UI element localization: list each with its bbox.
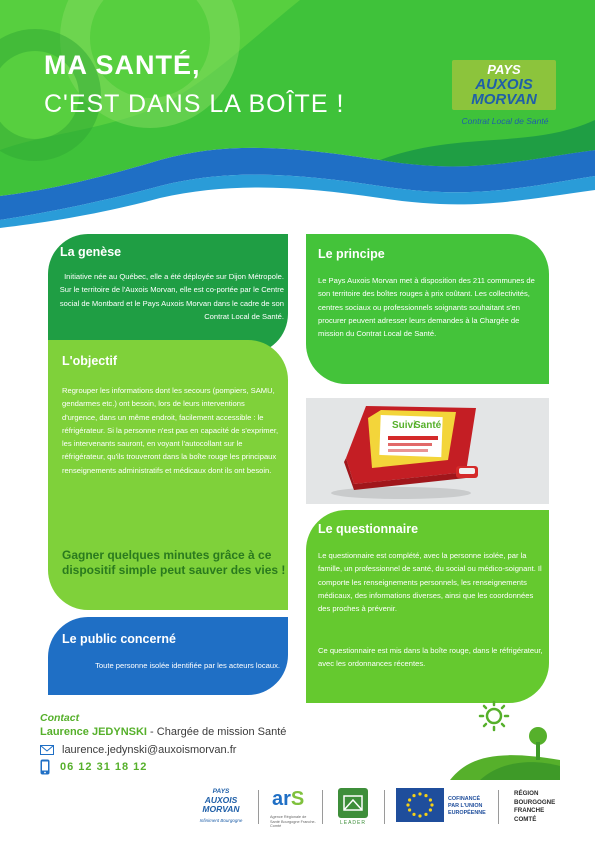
contact-title: Contact bbox=[40, 712, 80, 724]
contact-email-line bbox=[40, 742, 236, 758]
partner-region-line-1: RÉGION bbox=[514, 790, 539, 797]
section-objectif-title: L'objectif bbox=[62, 354, 118, 368]
section-principe-title: Le principe bbox=[318, 247, 385, 261]
partner-ars bbox=[266, 784, 316, 830]
partner-region-line-3: FRANCHE bbox=[514, 807, 545, 814]
contact-name: Laurence JEDYNSKI bbox=[40, 726, 147, 738]
partner-region-line-2: BOURGOGNE bbox=[514, 798, 556, 806]
section-questionnaire-title: Le questionnaire bbox=[318, 522, 419, 536]
pays-auxois-morvan-logo bbox=[452, 60, 556, 110]
page-title-line-2: C'EST DANS LA BOÎTE ! bbox=[44, 90, 345, 118]
section-questionnaire bbox=[306, 510, 549, 703]
partner-eu bbox=[390, 784, 494, 830]
email-icon bbox=[40, 745, 54, 755]
partner-pays-line-2 bbox=[190, 796, 252, 814]
partner-eu-line-2: PAR L'UNION bbox=[448, 803, 483, 809]
partner-ars-name-a: ar bbox=[272, 788, 291, 810]
partner-eu-line-1: COFINANCÉ bbox=[448, 796, 481, 802]
partner-pays-auxois: AUXOIS bbox=[204, 795, 238, 805]
section-genese-title: La genèse bbox=[60, 245, 122, 259]
contact-phone-line bbox=[40, 758, 147, 776]
leader-logo-icon bbox=[338, 788, 368, 818]
section-genese bbox=[48, 234, 288, 354]
partner-leader-label: LEADER bbox=[339, 820, 366, 826]
partner-logos bbox=[190, 784, 570, 830]
section-objectif-highlight: Gagner quelques minutes grâce à ce dispositif simple peut sauver des vies ! bbox=[62, 548, 286, 577]
partner-pays-auxois-morvan bbox=[190, 784, 252, 830]
partner-pays-tagline: Infiniment Bourgogne bbox=[199, 818, 243, 823]
section-public-text: Toute personne isolée identifiée par les acteurs locaux. bbox=[95, 661, 280, 670]
section-objectif-text: Regrouper les informations dont les secours (pompiers, SAMU, gendarmes etc.) ont besoin, lors de leurs interventions d'urgence, dans un même endroit, facilement accessible : le réfrigérateur. Si la personne n'est pas en capacité de s'exprimer, les intervenants sauront, en voyant l'autocollant sur le réfrigérateur, qu'ils trouveront dans la boîte rouge les principaux renseignements administratifs et médicaux dont ils ont besoin. bbox=[62, 386, 279, 475]
contact-name-line bbox=[40, 726, 286, 738]
logo-line-3: MORVAN bbox=[471, 91, 537, 108]
section-genese-text: Initiative née au Québec, elle a été déployée sur Dijon Métropole. Sur le territoire de l'Auxois Morvan, elle est co-portée par le Centre social de Montbard et le Pays Auxois Morvan dans le cadre de son Contrat Local de Santé. bbox=[59, 272, 284, 321]
partner-leader bbox=[330, 784, 376, 830]
partner-ars-name bbox=[272, 788, 304, 811]
logo-line-1: PAYS bbox=[487, 62, 521, 77]
contact-email-link[interactable]: laurence.jedynski@auxoismorvan.fr bbox=[62, 744, 237, 756]
section-questionnaire-text-1: Le questionnaire est complété, avec la personne isolée, par la famille, un professionnel de santé, du social ou médico-soignant. Il comporte les renseignements personnels, les renseignements médicaux, des informations diverses, ainsi que les coordonnées des proches à prévenir. bbox=[318, 551, 542, 614]
separator bbox=[498, 790, 499, 824]
section-questionnaire-text-2: Ce questionnaire est mis dans la boîte rouge, dans le réfrigérateur, avec les ordonnances récentes. bbox=[318, 646, 543, 669]
contact-phone-number[interactable]: 06 12 31 18 12 bbox=[60, 761, 148, 773]
partner-pays-morvan: MORVAN bbox=[202, 804, 240, 814]
eu-flag-icon bbox=[396, 788, 444, 822]
red-box-photo bbox=[306, 398, 549, 504]
box-label-1: Suivi bbox=[392, 420, 416, 431]
section-principe-text: Le Pays Auxois Morvan met à disposition des 211 communes de son territoire des boîtes rouges à prix coûtant. Les collectivités, centres sociaux ou professionnels soignants souhaitant s'en procurer peuvent adresser leurs demandes à la Chargée de mission du Contrat Local de Santé. bbox=[318, 276, 535, 339]
logo-subtitle: Contrat Local de Santé bbox=[461, 116, 549, 126]
box-label-2: Santé bbox=[414, 420, 442, 431]
partner-region bbox=[504, 784, 570, 830]
logo-line-2: AUXOIS bbox=[475, 76, 533, 93]
section-public bbox=[48, 617, 288, 695]
partner-region-line-4: COMTÉ bbox=[514, 815, 537, 823]
separator bbox=[384, 790, 385, 824]
partner-ars-name-b: S bbox=[290, 788, 305, 810]
header-banner bbox=[0, 0, 595, 230]
phone-icon bbox=[40, 759, 50, 775]
red-box-illustration bbox=[306, 398, 549, 504]
section-objectif bbox=[48, 340, 288, 610]
contact-role: - Chargée de mission Santé bbox=[146, 726, 287, 738]
partner-pays-line-1: PAYS bbox=[212, 788, 230, 795]
separator bbox=[258, 790, 259, 824]
page-title-line-1: MA SANTÉ, bbox=[44, 50, 201, 80]
section-public-title: Le public concerné bbox=[62, 632, 176, 646]
separator bbox=[322, 790, 323, 824]
partner-eu-line-3: EUROPÉENNE bbox=[448, 810, 486, 816]
partner-region-text bbox=[514, 790, 572, 824]
partner-eu-text bbox=[448, 796, 498, 817]
section-principe bbox=[306, 234, 549, 384]
partner-ars-subtitle: Agence Régionale de Santé Bourgogne Franche-Comté bbox=[270, 815, 316, 829]
sun-and-hills-icon bbox=[450, 700, 560, 780]
